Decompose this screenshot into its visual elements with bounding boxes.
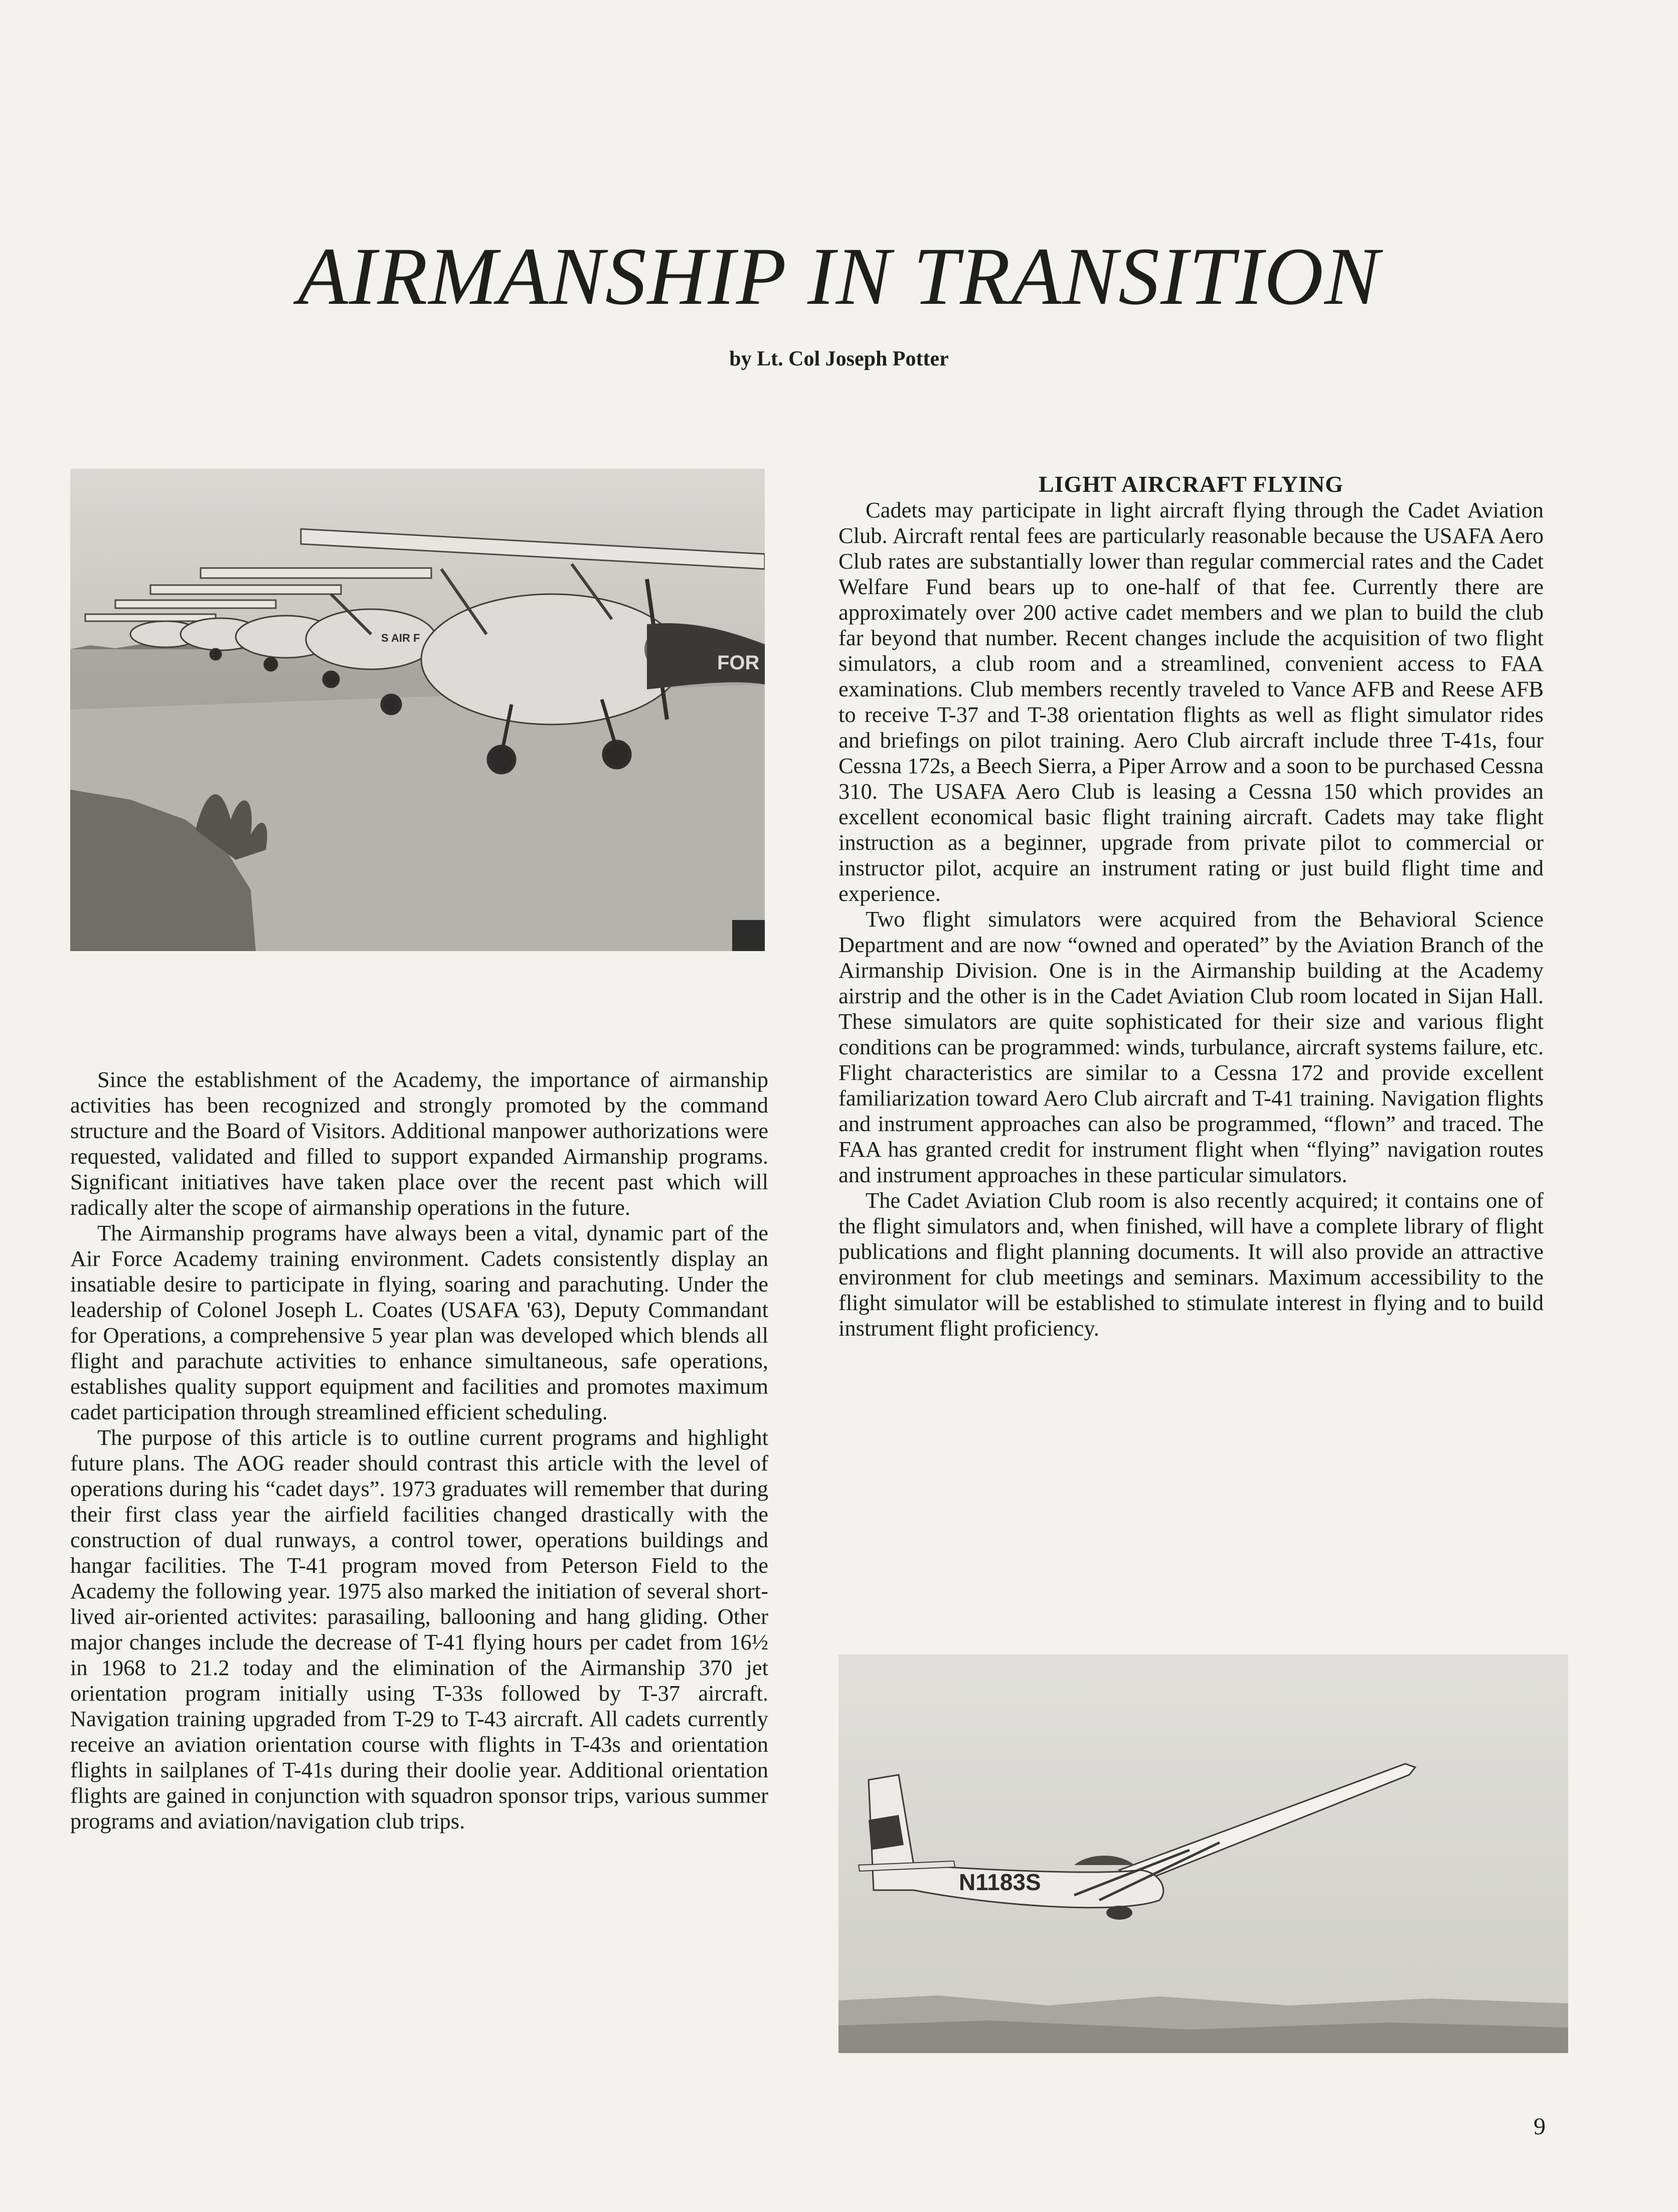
aircraft-marking-1: S AIR F xyxy=(381,632,420,644)
left-paragraph-1: Since the establishment of the Academy, the importance of airmanship activities has been recognized and strongly promoted by the command structure and the Board of Visitors. Additional manpower authorizations were requested, validated and filled to support expanded Airmanship programs. Significant initiatives have taken place over the recent past which will radically alter the scope of airmanship operations in the future. xyxy=(70,1067,768,1220)
parked-aircraft-photo xyxy=(70,469,765,951)
parked-aircraft-illustration xyxy=(70,469,765,951)
left-paragraph-3: The purpose of this article is to outline current programs and highlight future plans. The AOG reader should contrast this article with the level of operations during his “cadet days”. 1973 graduates will remember that during their first class year the airfield facilities changed drastically with the construction of dual runways, a control tower, operations buildings and hangar facilities. The T-41 program moved from Peterson Field to the Academy the following year. 1975 also marked the initiation of several short-lived air-oriented activites: parasailing, ballooning and hang gliding. Other major changes include the decrease of T-41 flying hours per cadet from 16½ in 1968 to 21.2 today and the elimination of the Airmanship 370 jet orientation program initially using T-33s followed by T-37 aircraft. Navigation training upgraded from T-29 to T-43 aircraft. All cadets currently receive an aviation orientation course with flights in T-43s and orientation flights in sailplanes of T-41s during their doolie year. Additional orientation flights are gained in conjunction with squadron sponsor trips, various summer programs and aviation/navigation club trips. xyxy=(70,1425,768,1833)
page-number: 9 xyxy=(1534,2113,1546,2140)
left-paragraph-2: The Airmanship programs have always been a vital, dynamic part of the Air Force Academy training environment. Cadets consistently display an insatiable desire to participate in flying, soaring and parachuting. Under the leadership of Colonel Joseph L. Coates (USAFA '63), Deputy Commandant for Operations, a comprehensive 5 year plan was developed which blends all flight and parachute activities to enhance simultaneous, safe operations, establishes quality support equipment and facilities and promotes maximum cadet participation through streamlined efficient scheduling. xyxy=(70,1220,768,1424)
sailplane-illustration xyxy=(838,1654,1568,2053)
section-heading: LIGHT AIRCRAFT FLYING xyxy=(1038,471,1344,497)
right-column xyxy=(838,471,1544,1341)
right-paragraph-3: The Cadet Aviation Club room is also recently acquired; it contains one of the flight simulators and, when finished, will have a complete library of flight publications and flight planning documents. It will also provide an attractive environment for club meetings and seminars. Maximum accessibility to the flight simulator will be established to stimulate interest in flying and to build instrument flight proficiency. xyxy=(838,1188,1544,1341)
aircraft-marking-2: FOR xyxy=(717,652,760,674)
byline: by Lt. Col Joseph Potter xyxy=(729,347,949,371)
sailplane-photo xyxy=(838,1654,1568,2053)
article-title: AIRMANSHIP IN TRANSITION xyxy=(297,231,1381,322)
right-paragraph-2: Two flight simulators were acquired from the Behavioral Science Department and are now “owned and operated” by the Aviation Branch of the Airmanship Division. One is in the Airmanship building at the Academy airstrip and the other is in the Cadet Aviation Club room located in Sijan Hall. These simulators are quite sophisticated for their size and various flight conditions can be programmed: winds, turbulance, aircraft systems failure, etc. Flight characteristics are similar to a Cessna 172 and provide excellent familiarization toward Aero Club aircraft and T-41 training. Navigation flights and instrument approaches can also be programmed, “flown” and traced. The FAA has granted credit for instrument flight when “flying” navigation routes and instrument approaches in these particular simulators. xyxy=(838,906,1544,1187)
sailplane-registration: N1183S xyxy=(959,1869,1041,1895)
left-column xyxy=(70,1067,768,1834)
right-paragraph-1: Cadets may participate in light aircraft flying through the Cadet Aviation Club. Aircraft rental fees are particularly reasonable because the USAFA Aero Club rates are substantially lower than regular commercial rates and the Cadet Welfare Fund bears up to one-half of that fee. Currently there are approximately over 200 active cadet members and we plan to build the club far beyond that number. Recent changes include the acquisition of two flight simulators, a club room and a streamlined, convenient access to FAA examinations. Club members recently traveled to Vance AFB and Reese AFB to receive T-37 and T-38 orientation flights as well as flight simulator rides and briefings on pilot training. Aero Club aircraft include three T-41s, four Cessna 172s, a Beech Sierra, a Piper Arrow and a soon to be purchased Cessna 310. The USAFA Aero Club is leasing a Cessna 150 which provides an excellent economical basic flight training aircraft. Cadets may take flight instruction as a beginner, upgrade from private pilot to commercial or instructor pilot, acquire an instrument rating or just build flight time and experience. xyxy=(838,497,1544,906)
